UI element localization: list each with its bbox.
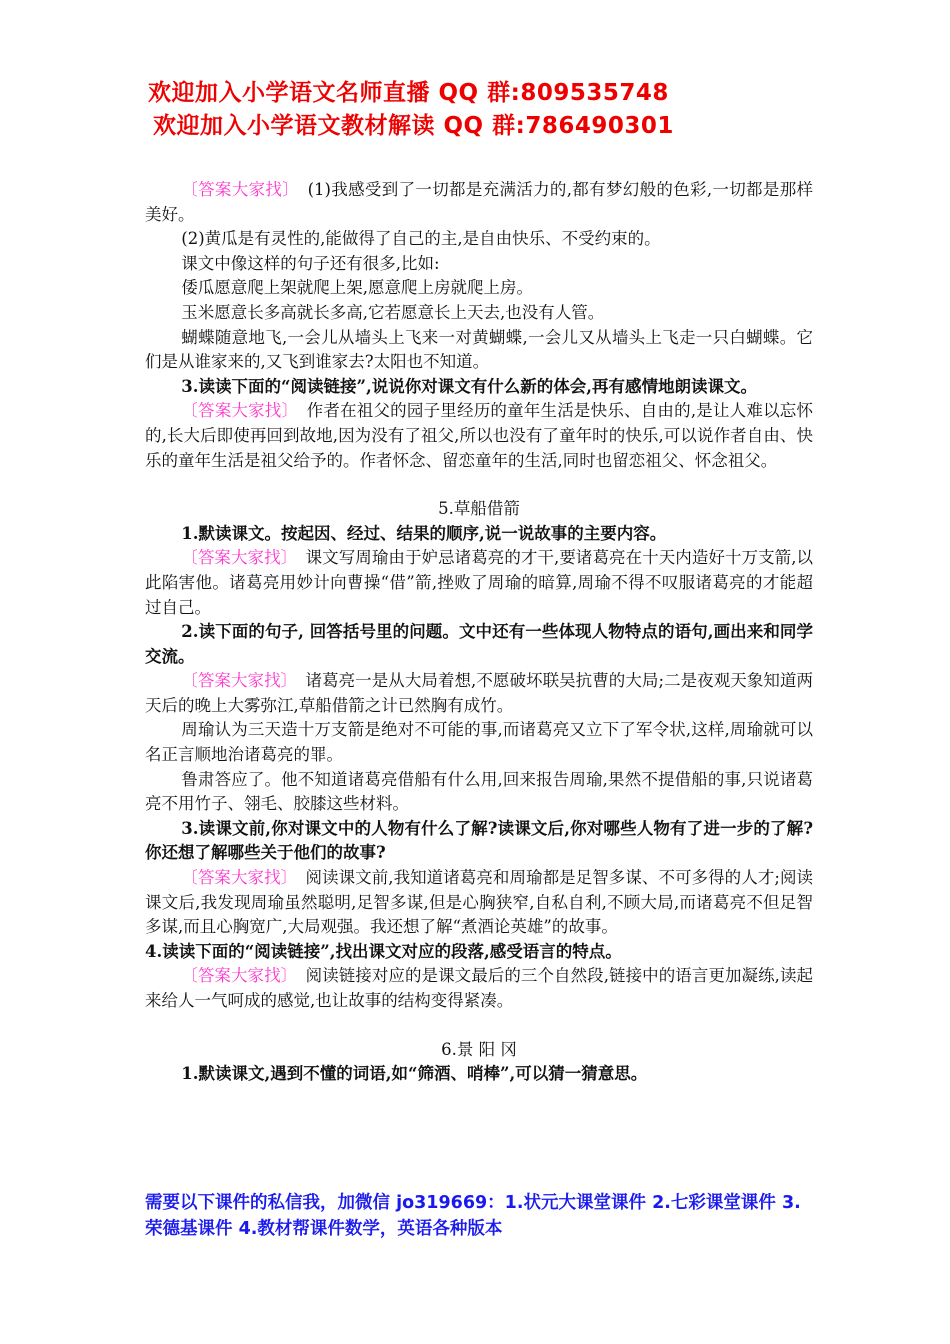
answer-tag: 〔答案大家找〕 xyxy=(181,548,289,568)
qq-group-banner-1: 欢迎加入小学语文名师直播 QQ 群:809535748 xyxy=(148,80,669,106)
answer-tag: 〔答案大家找〕 xyxy=(181,868,289,888)
question-1: 1.默读课文。按起因、经过、结果的顺序,说一说故事的主要内容。 xyxy=(181,523,667,543)
answer-tag: 〔答案大家找〕 xyxy=(181,180,291,199)
answer-paragraph: 周瑜认为三天造十万支箭是绝对不可能的事,而诸葛亮又立下了军令状,这样,周瑜就可以名正言顺地治诸葛亮的罪。 xyxy=(145,720,813,765)
question-3: 3.读读下面的“阅读链接”,说说你对课文有什么新的体会,再有感情地朗读课文。 xyxy=(181,376,757,396)
answer-paragraph: 〔答案大家找〕 (1)我感受到了一切都是充满活力的,都有梦幻般的色彩,一切都是那样美好。 xyxy=(145,180,814,224)
answer-paragraph: 〔答案大家找〕 阅读链接对应的是课文最后的三个自然段,链接中的语言更加凝练,读起来给人一气呵成的感觉,也让故事的结构变得紧凑。 xyxy=(145,966,814,1010)
question-1: 1.默读课文,遇到不懂的词语,如“筛酒、哨棒”,可以猜一猜意思。 xyxy=(181,1064,648,1084)
answer-paragraph: 〔答案大家找〕 阅读课文前,我知道诸葛亮和周瑜都是足智多谋、不可多得的人才;阅读课文后,我发现周瑜虽然聪明,足智多谋,但是心胸狭窄,自私自利,不顾大局,而诸葛亮不但足智多谋,而且心胸宽广,大局观强。我还想了解“煮酒论英雄”的故事。 xyxy=(145,868,814,937)
answer-paragraph: 蝴蝶随意地飞,一会儿从墙头上飞来一对黄蝴蝶,一会儿又从墙头上飞走一只白蝴蝶。它们是从谁家来的,又飞到谁家去?太阳也不知道。 xyxy=(145,327,813,372)
question-2: 2.读下面的句子, 回答括号里的问题。文中还有一些体现人物特点的语句,画出来和同学交流。 xyxy=(145,622,813,666)
answer-tag: 〔答案大家找〕 xyxy=(181,966,289,986)
answer-paragraph: 鲁肃答应了。他不知道诸葛亮借船有什么用,回来报告周瑜,果然不提借船的事,只说诸葛亮不用竹子、翎毛、胶膝这些材料。 xyxy=(145,769,813,814)
answer-paragraph: 〔答案大家找〕 课文写周瑜由于妒忌诸葛亮的才干,要诸葛亮在十天内造好十万支箭,以此陷害他。诸葛亮用妙计向曹操“借”箭,挫败了周瑜的暗算,周瑜不得不叹服诸葛亮的才能超过自己。 xyxy=(145,548,814,617)
answer-paragraph: 课文中像这样的句子还有很多,比如: xyxy=(181,253,440,273)
answer-paragraph: 〔答案大家找〕 诸葛亮一是从大局着想,不愿破坏联吴抗曹的大局;二是夜观天象知道两天后的晚上大雾弥江,草船借箭之计已然胸有成竹。 xyxy=(145,671,814,715)
promo-footer: 需要以下课件的私信我，加微信 jo319669：1.状元大课堂课件 2.七彩课堂课件 3.荣德基课件 4.教材帮课件数学，英语各种版本 xyxy=(145,1193,801,1239)
question-3: 3.读课文前,你对课文中的人物有什么了解?读课文后,你对哪些人物有了进一步的了解?你还想了解哪些关于他们的故事? xyxy=(145,818,813,863)
answer-tag: 〔答案大家找〕 xyxy=(181,671,289,691)
answer-paragraph: 〔答案大家找〕 作者在祖父的园子里经历的童年生活是快乐、自由的,是让人难以忘怀的,长大后即使再回到故地,因为没有了祖父,所以也没有了童年时的快乐,可以说作者自由、快乐的童年生活是祖父给予的。作者怀念、留恋童年的生活,同时也留恋祖父、怀念祖父。 xyxy=(145,401,813,470)
answer-tag: 〔答案大家找〕 xyxy=(181,401,290,421)
lesson-title-6: 6.景 阳 冈 xyxy=(441,1039,517,1059)
answer-paragraph: 倭瓜愿意爬上架就爬上架,愿意爬上房就爬上房。 xyxy=(181,278,534,298)
qq-group-banner-2: 欢迎加入小学语文教材解读 QQ 群:786490301 xyxy=(153,113,674,139)
question-4: 4.读读下面的“阅读链接”,找出课文对应的段落,感受语言的特点。 xyxy=(145,941,622,961)
lesson-title-5: 5.草船借箭 xyxy=(438,499,520,519)
answer-paragraph: 玉米愿意长多高就长多高,它若愿意长上天去,也没有人管。 xyxy=(181,302,605,322)
answer-paragraph: (2)黄瓜是有灵性的,能做得了自己的主,是自由快乐、不受约束的。 xyxy=(181,229,661,249)
document-body xyxy=(145,178,813,1087)
